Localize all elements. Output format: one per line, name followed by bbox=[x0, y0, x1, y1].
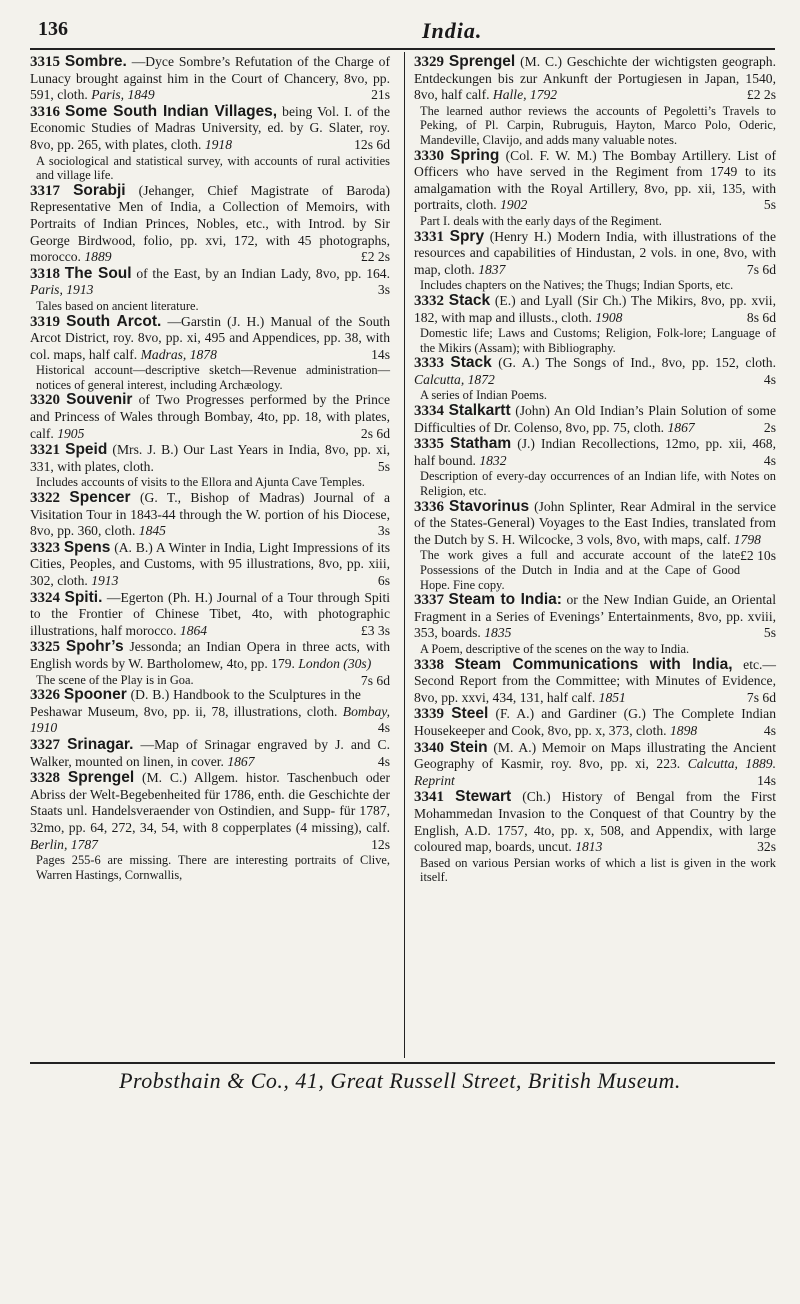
entry-place-date: Madras, 1878 bbox=[140, 346, 217, 362]
entry-description: (D. B.) Handbook to the Sculptures in the Peshawar Museum, 8vo, pp. ii, 78, illustrations, cloth. bbox=[30, 687, 361, 719]
page-number: 136 bbox=[38, 18, 68, 40]
entry-place-date: 1864 bbox=[179, 622, 208, 638]
entry-number: 3327 bbox=[30, 736, 60, 753]
entry-description: (A. B.) A Winter in India, Light Impressions of its Cities, Peoples, and Customs, with 95 illustrations, 8vo, pp. xiii, 302, cloth. bbox=[30, 539, 390, 588]
catalog-entry bbox=[414, 592, 776, 656]
entry-note: Includes accounts of visits to the Ellora and Ajunta Cave Temples. bbox=[36, 475, 365, 490]
entry-number: 3338 bbox=[414, 656, 444, 673]
entry-price: 14s bbox=[757, 772, 776, 788]
entry-note: Historical account—descriptive sketch—Revenue administration—notices of general interest, including Archæology. bbox=[36, 363, 390, 392]
entry-place-date: Paris, 1913 bbox=[30, 282, 94, 298]
entry-price: 4s bbox=[377, 720, 390, 736]
entry-description: (M. C.) Geschichte der wichtigsten geograph. Entdeckungen bis zur Ankunft der Portugiesen in Japan, 1540, 8vo, half calf. bbox=[414, 54, 776, 103]
entry-place-date: Calcutta, 1889. Reprint bbox=[414, 756, 776, 788]
entry-place-date: 1798 bbox=[733, 531, 761, 547]
entry-place-date: 1845 bbox=[138, 523, 166, 539]
entry-number: 3339 bbox=[414, 706, 444, 723]
catalog-entry bbox=[414, 355, 776, 403]
entry-heading: Stewart bbox=[455, 788, 512, 806]
entry-description: (Jehanger, Chief Magistrate of Baroda) Representative Men of India, a Collection of Memoirs, with Portraits of Indian Princes, Nobles, etc., with Introd. by Sir George Birdwood, folio, pp. xvi, 172, with 45 photographs, morocco. bbox=[30, 182, 390, 265]
entry-note: Domestic life; Laws and Customs; Religion, Folk-lore; Language of the Mikirs (Assam); with Bibliography. bbox=[420, 326, 776, 355]
entry-note: Includes chapters on the Natives; the Thugs; Indian Sports, etc. bbox=[420, 278, 734, 293]
entry-number: 3337 bbox=[414, 592, 444, 609]
entry-heading: Stalkartt bbox=[448, 402, 511, 420]
entry-price: 12s 6d bbox=[354, 136, 390, 152]
entry-number: 3321 bbox=[30, 442, 60, 459]
entry-heading: Steam Communications with India, bbox=[454, 655, 733, 673]
entry-place-date: Paris, 1849 bbox=[91, 87, 155, 103]
entry-place-date: London (30s) bbox=[298, 655, 372, 671]
catalog-entry bbox=[30, 737, 390, 770]
entry-heading: Souvenir bbox=[66, 391, 133, 409]
entry-note: Description of every-day occurrences of an Indian life, with Notes on Religion, etc. bbox=[420, 469, 776, 499]
entry-heading: Spiti. bbox=[64, 588, 103, 606]
entry-heading: Spry bbox=[449, 227, 485, 245]
page-header bbox=[30, 18, 770, 44]
entry-description: (Henry H.) Modern India, with illustrations of the resources and capabilities of Hindustan, 2 vols. in one, 8vo, with map, cloth. bbox=[414, 228, 776, 277]
entry-description: (E.) and Lyall (Sir Ch.) The Mikirs, 8vo, pp. xvii, 182, with map and illusts., cloth. bbox=[414, 292, 776, 325]
entry-heading: Stein bbox=[449, 738, 488, 756]
catalog-entry bbox=[30, 54, 390, 104]
entry-place-date: 1851 bbox=[598, 689, 626, 705]
entry-number: 3316 bbox=[30, 103, 60, 120]
entry-price: 3s bbox=[377, 282, 390, 298]
entry-description: (M. C.) Allgem. histor. Taschenbuch oder Abriss der Welt-Begebenheited für 1786, enth. die Geschichte der Staats unl. Handelsveraender von Ostindien, and Supp- für 1787, 32mo, pp. 64, 272, 34, 54, with 8 copperplates (4 missing), calf. bbox=[30, 770, 391, 835]
entry-place-date: 1902 bbox=[500, 197, 528, 213]
entry-heading: Stack bbox=[448, 291, 491, 309]
entry-description: being Vol. I. of the Economic Studies of Madras University, ed. by G. Slater, roy. 8vo, pp. 265, with plates, cloth. bbox=[30, 103, 390, 152]
entry-number: 3340 bbox=[414, 739, 444, 756]
entry-place-date: Halle, 1792 bbox=[492, 87, 558, 103]
entry-description: —Garstin (J. H.) Manual of the South Arcot District, roy. 8vo, pp. xi, 495 and Appendices, pp. 38, with col. maps, half calf. bbox=[30, 313, 390, 362]
entry-number: 3322 bbox=[30, 490, 60, 507]
entry-place-date: 1913 bbox=[91, 573, 119, 588]
entry-description: (F. A.) and Gardiner (G.) The Complete Indian Housekeeper and Cook, 8vo, pp. x, 373, cloth. bbox=[414, 706, 777, 738]
entry-heading: Srinagar. bbox=[67, 735, 134, 753]
entry-heading: Speid bbox=[65, 441, 108, 459]
page-title: India. bbox=[422, 18, 483, 43]
entry-description: or the New Indian Guide, an Oriental Fragment in a Series of Evenings’ Entertainments, 8vo, pp. xviii, 353, boards. bbox=[414, 592, 776, 641]
entry-number: 3335 bbox=[414, 436, 444, 453]
catalog-entry bbox=[414, 706, 776, 739]
entry-description: —Map of Srinagar engraved by J. and C. Walker, mounted on linen, in cover. bbox=[30, 736, 390, 769]
entry-heading: Spencer bbox=[69, 489, 131, 507]
entry-price: 12s bbox=[371, 836, 390, 852]
entry-description: (G. T., Bishop of Madras) Journal of a Visitation Tour in 1843-44 through the W. portion of his Diocese, 8vo, pp. 360, cloth. bbox=[30, 490, 390, 539]
entry-note: A series of Indian Poems. bbox=[420, 388, 547, 403]
entry-price: 7s 6d bbox=[746, 261, 776, 277]
entry-price: 3s bbox=[377, 523, 390, 539]
entry-price: 4s bbox=[763, 452, 776, 468]
entry-description: —Dyce Sombre’s Refutation of the Charge of Lunacy brought against him in the Court of Chancery, 8vo, pp. 591, cloth. bbox=[30, 54, 390, 103]
entry-price: £2 10s bbox=[740, 548, 776, 564]
entry-price: 5s bbox=[377, 458, 390, 474]
catalog-entry bbox=[414, 229, 776, 293]
catalog-entry bbox=[414, 403, 776, 436]
column-divider bbox=[404, 52, 405, 1058]
entry-number: 3329 bbox=[414, 54, 444, 70]
entry-place-date: 1918 bbox=[204, 136, 233, 152]
entry-heading: Spohr’s bbox=[65, 638, 124, 656]
entry-heading: Sprengel bbox=[448, 53, 516, 70]
entry-number: 3324 bbox=[30, 589, 60, 606]
entry-place-date: 1835 bbox=[484, 625, 512, 641]
entry-heading: Sprengel bbox=[67, 769, 135, 787]
catalog-entry bbox=[30, 266, 390, 314]
entry-number: 3319 bbox=[30, 313, 60, 330]
entry-place-date: 1867 bbox=[667, 419, 695, 435]
entry-number: 3341 bbox=[414, 789, 444, 806]
entry-note: Based on various Persian works of which a list is given in the work itself. bbox=[420, 855, 776, 885]
catalog-entry bbox=[30, 392, 390, 442]
entry-place-date: 1889 bbox=[84, 249, 112, 265]
entry-number: 3326 bbox=[30, 687, 60, 704]
catalog-entry bbox=[414, 740, 776, 790]
catalog-entry bbox=[30, 104, 390, 183]
entry-place-date: 1832 bbox=[479, 452, 507, 468]
entry-note: Part I. deals with the early days of the Regiment. bbox=[420, 213, 662, 228]
entry-description: etc.—Second Report from the Committee; with Minutes of Evidence, 8vo, pp. xxvi, 434, 131, half calf. bbox=[414, 656, 776, 705]
entry-description: (Ch.) History of Bengal from the First Mohammedan Invasion to the Conquest of that Country by the English, A.D. 1757, 4to, pp. x, 508, and Appendix, with large coloured map, boards, uncut. bbox=[414, 789, 776, 855]
catalog-entry bbox=[30, 183, 390, 266]
entry-heading: Sorabji bbox=[73, 181, 126, 199]
catalog-entry bbox=[414, 436, 776, 498]
entry-place-date: Berlin, 1787 bbox=[30, 836, 98, 852]
entry-note: The work gives a full and accurate account of the late Possessions of the Dutch in India and at the Cape of Good Hope. Fine copy. bbox=[420, 548, 741, 592]
entry-number: 3320 bbox=[30, 392, 60, 409]
entry-number: 3336 bbox=[414, 498, 444, 515]
entry-price: 2s bbox=[763, 419, 776, 435]
entry-note: The learned author reviews the accounts of Pegoletti’s Travels to Peking, of Pl. Carpin, Rubruguis, Hayton, Marco Polo, Oderic, Mandeville, Clavijo, and adds many valuable notes. bbox=[420, 103, 776, 147]
catalog-entry bbox=[414, 789, 776, 885]
entry-heading: Sombre. bbox=[64, 53, 127, 70]
entry-place-date: Calcutta, 1872 bbox=[414, 371, 495, 387]
catalog-entry bbox=[414, 148, 776, 229]
entry-heading: Stavorinus bbox=[448, 497, 530, 515]
entry-place-date: 1898 bbox=[669, 722, 698, 738]
entry-heading: Spens bbox=[63, 538, 111, 556]
catalog-entry bbox=[414, 54, 776, 148]
entry-price: 14s bbox=[371, 346, 390, 362]
entry-price: 6s bbox=[377, 573, 390, 588]
entry-description: (Mrs. J. B.) Our Last Years in India, 8vo, pp. xi, 331, with plates, cloth. bbox=[30, 442, 390, 474]
entry-price: £3 3s bbox=[360, 622, 390, 638]
entry-heading: Stack bbox=[450, 354, 492, 372]
entry-heading: South Arcot. bbox=[66, 312, 162, 330]
top-rule bbox=[30, 48, 775, 50]
entry-number: 3328 bbox=[30, 770, 60, 787]
catalog-entry bbox=[30, 590, 390, 640]
entry-number: 3332 bbox=[414, 292, 444, 309]
entry-heading: Spring bbox=[450, 146, 500, 164]
entry-heading: Some South Indian Villages, bbox=[65, 102, 278, 120]
entry-price: 4s bbox=[377, 753, 390, 769]
entry-number: 3325 bbox=[30, 639, 60, 656]
entry-note: A Poem, descriptive of the scenes on the way to India. bbox=[420, 641, 690, 656]
entry-description: (G. A.) The Songs of Ind., 8vo, pp. 152, cloth. bbox=[498, 355, 777, 371]
entry-description: (Col. F. W. M.) The Bombay Artillery. List of Officers who have served in the Regiment from 1749 to its amalgamation with the Royal Artillery, 8vo, pp. xii, 135, with portraits, cloth. bbox=[414, 147, 776, 213]
entry-note: A sociological and statistical survey, with accounts of rural activities and village life. bbox=[36, 153, 390, 183]
entry-number: 3331 bbox=[414, 228, 444, 245]
entry-number: 3315 bbox=[30, 54, 60, 70]
catalog-entry bbox=[414, 499, 776, 593]
entry-price: £2 2s bbox=[746, 87, 776, 103]
left-column bbox=[30, 54, 390, 882]
entry-description: (John Splinter, Rear Admiral in the service of the States-General) Voyages to the East Indies, translated from the Dutch by S. H. Wilcocke, 3 vols, 8vo, with maps, calf. bbox=[414, 498, 776, 547]
entry-heading: Spooner bbox=[63, 686, 127, 704]
entry-price: 8s 6d bbox=[746, 309, 776, 325]
entry-note: Tales based on ancient literature. bbox=[36, 298, 199, 313]
entry-description: (J.) Indian Recollections, 12mo, pp. xii, 468, half bound. bbox=[414, 436, 776, 468]
entry-price: 5s bbox=[763, 625, 776, 641]
entry-heading: Statham bbox=[450, 435, 512, 453]
entry-note: Pages 255-6 are missing. There are interesting portraits of Clive, Warren Hastings, Cornwallis, bbox=[36, 853, 390, 882]
entry-description: —Egerton (Ph. H.) Journal of a Tour through Spiti to the Frontier of Chinese Tibet, 4to, with photographic illustrations, half morocco. bbox=[30, 589, 391, 638]
entry-number: 3334 bbox=[414, 403, 444, 420]
entry-description: of Two Progresses performed by the Prince and Princess of Wales through Bombay, 4to, pp. 18, with plates, calf. bbox=[30, 392, 391, 441]
catalog-entry bbox=[30, 639, 390, 687]
right-column bbox=[414, 54, 776, 885]
entry-description: Jessonda; an Indian Opera in three acts, with English words by W. Bartholomew, 4to, pp. 179. bbox=[30, 639, 390, 671]
entry-number: 3318 bbox=[30, 265, 60, 282]
catalog-entry bbox=[30, 770, 390, 882]
bottom-rule bbox=[30, 1062, 775, 1064]
entry-price: 4s bbox=[763, 722, 776, 738]
entry-place-date: 1813 bbox=[575, 839, 603, 855]
entry-number: 3333 bbox=[414, 355, 444, 372]
entry-price: £2 2s bbox=[360, 249, 390, 265]
entry-price: 5s bbox=[763, 197, 776, 213]
entry-note: The scene of the Play is in Goa. bbox=[36, 672, 194, 687]
entry-price: 7s 6d bbox=[360, 672, 390, 688]
publisher-footer: Probsthain & Co., 41, Great Russell Street, British Museum. bbox=[119, 1068, 681, 1093]
catalog-entry bbox=[30, 442, 390, 490]
entry-place-date: 1837 bbox=[478, 261, 506, 277]
entry-price: 2s 6d bbox=[360, 425, 390, 441]
catalog-entry bbox=[414, 657, 776, 707]
entry-place-date: 1867 bbox=[227, 753, 255, 769]
catalog-entry bbox=[30, 687, 390, 737]
entry-place-date: Bombay, 1910 bbox=[30, 703, 390, 736]
entry-price: 7s 6d bbox=[746, 689, 776, 705]
entry-number: 3330 bbox=[414, 147, 444, 164]
catalog-entry bbox=[30, 540, 390, 590]
entry-number: 3323 bbox=[30, 539, 60, 556]
catalog-entry bbox=[414, 293, 776, 355]
entry-price: 21s bbox=[371, 87, 390, 103]
entry-number: 3317 bbox=[30, 182, 60, 199]
catalog-entry bbox=[30, 314, 390, 393]
catalog-entry bbox=[30, 490, 390, 540]
entry-description: (M. A.) Memoir on Maps illustrating the Ancient Geography of Kasmir, roy. 8vo, pp. xi, 223. bbox=[414, 739, 776, 772]
entry-heading: The Soul bbox=[64, 264, 132, 282]
entry-heading: Steam to India: bbox=[448, 591, 562, 609]
entry-place-date: 1905 bbox=[57, 425, 85, 441]
entry-price: 32s bbox=[757, 839, 776, 855]
entry-heading: Steel bbox=[451, 705, 489, 723]
entry-description: (John) An Old Indian’s Plain Solution of some Difficulties of Dr. Colenso, 8vo, pp. 75, cloth. bbox=[414, 403, 776, 435]
entry-price: 4s bbox=[763, 371, 776, 387]
entry-place-date: 1908 bbox=[595, 309, 623, 325]
entry-description: of the East, by an Indian Lady, 8vo, pp. 164. bbox=[136, 265, 390, 281]
